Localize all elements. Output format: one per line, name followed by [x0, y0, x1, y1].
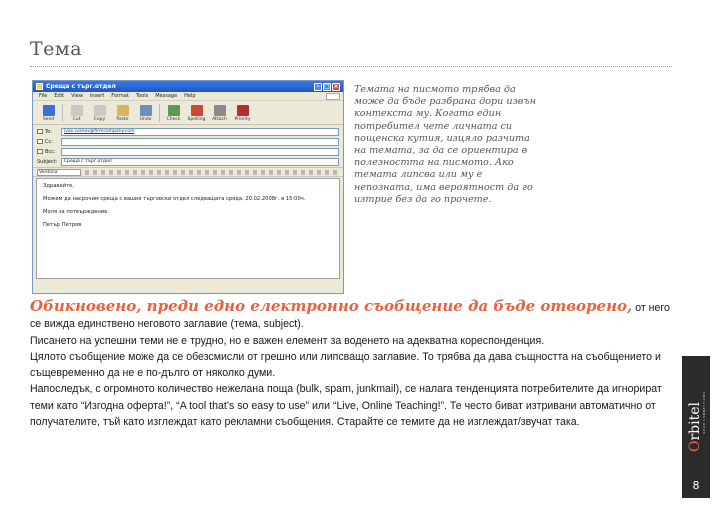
menu-file: File [39, 93, 48, 99]
bcc-row [37, 147, 339, 156]
maximize-icon: □ [324, 82, 330, 90]
lead-paragraph [30, 298, 680, 333]
window-titlebar [33, 81, 343, 92]
bcc-field [61, 148, 339, 156]
paste-button: Paste [111, 105, 134, 122]
body-line-1: Можем да насрочим среща с вашия търговски отдел следващата сряда, 20.02.2008г. в 15:00ч. [43, 196, 306, 202]
subject-field: Среща с търг.отдел [61, 158, 339, 166]
orbitel-logo [686, 374, 706, 454]
menu-view: View [71, 93, 83, 99]
priority-button: Priority [231, 105, 254, 122]
to-field: ivan.ivanov@firmcompany.com [61, 128, 339, 136]
close-icon: × [333, 82, 339, 90]
priority-icon [237, 105, 249, 116]
paragraph-4: Напоследък, с огромното количество нежелана поща (bulk, spam, junkmail), се налага тенденцията потребителите да игнорират теми като “Изгодна оферта!”, “A tool that’s so easy to use” или “Live, Online Teaching!”. Те често биват изтривани автоматично от получателите, тъй като изглеждат като рекламни съобщения. Старайте се темите да не изглеждат/звучат така. [30, 383, 662, 429]
subject-row [37, 157, 339, 166]
cut-button: Cut [65, 105, 88, 122]
attach-button: Attach [208, 105, 231, 122]
to-label: To: [45, 128, 52, 135]
address-book-icon [37, 129, 43, 134]
window-title: Среща с търг.отдел [46, 83, 116, 90]
lead-heading: Обикновено, преди едно електронно съобщение да бъде отворено, [30, 297, 633, 315]
mail-app-icon [36, 83, 43, 90]
mail-toolbar [33, 101, 343, 125]
lead-rest: от него се вижда единствено неговото заглавие (тема, subject). [30, 302, 670, 331]
copy-icon [94, 105, 106, 116]
copy-button: Copy [88, 105, 111, 122]
address-book-icon [37, 139, 43, 144]
format-toolbar [33, 167, 343, 177]
spelling-icon [191, 105, 203, 116]
message-header-fields [33, 125, 343, 166]
body-line-2: Моля за потвърждение. [43, 209, 109, 215]
send-icon [43, 105, 55, 116]
menu-tools: Tools [135, 93, 149, 99]
article-body [30, 298, 680, 430]
subject-explanation: Темата на писмото трябва да може да бъде разбрана дори извън контекста му. Когато един потребител чете личната си пощенска кутия, изцяло разчита на темата, за да се ориентира в полезността на писмото. Ако темата липсва или му е непозната, има вероятност да го изтрие без да го прочете. [354, 84, 537, 205]
font-select: Verdana [37, 169, 81, 176]
page-title: Тема [30, 38, 83, 60]
windows-logo-icon [326, 93, 340, 100]
to-row [37, 127, 339, 136]
menu-message: Message [155, 93, 178, 99]
bcc-label: Bcc: [45, 148, 56, 155]
subject-label: Subject: [37, 158, 58, 165]
spelling-button: Spelling [185, 105, 208, 122]
email-client-screenshot [32, 80, 344, 294]
check-names-button: Check [162, 105, 185, 122]
page-number: 8 [692, 479, 700, 492]
cc-field [61, 138, 339, 146]
svg-text:Orbitel: Orbitel [687, 401, 703, 452]
cut-icon [71, 105, 83, 116]
undo-icon [140, 105, 152, 116]
paragraph-2: Писането на успешни теми не е трудно, но е важен елемент за воденето на адекватна кореспонденция. [30, 334, 545, 347]
brand-sidebar [682, 356, 710, 498]
menu-bar [33, 92, 343, 101]
undo-button: Undo [134, 105, 157, 122]
minimize-icon: – [314, 83, 322, 91]
menu-insert: Insert [89, 93, 105, 99]
cc-row [37, 137, 339, 146]
title-divider [30, 66, 672, 67]
menu-help: Help [184, 93, 196, 99]
paste-icon [117, 105, 129, 116]
svg-text:GOOD CONNECTIONS: GOOD CONNECTIONS [702, 391, 706, 434]
body-greeting: Здравейте, [43, 183, 74, 189]
paragraph-3: Цялото съобщение може да се обезсмисли от грешно или липсващо заглавие. То трябва да дава същността на съобщението и същевременно да не е по-дълго от няколко думи. [30, 350, 661, 380]
menu-edit: Edit [54, 93, 65, 99]
message-body [36, 178, 340, 279]
attach-icon [214, 105, 226, 116]
body-signature: Петър Петров [43, 222, 82, 228]
address-book-icon [37, 149, 43, 154]
send-button: Send [37, 105, 60, 122]
check-names-icon [168, 105, 180, 116]
cc-label: Cc: [45, 138, 53, 145]
menu-format: Format [111, 93, 129, 99]
formatting-tools [85, 170, 339, 175]
